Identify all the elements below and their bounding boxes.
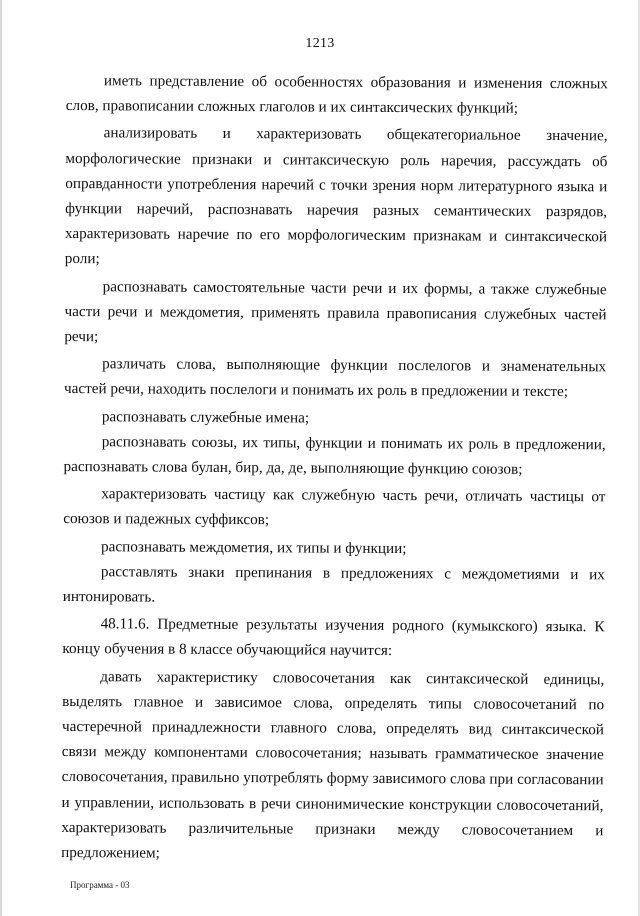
paragraph-2: анализировать и характеризовать общекатегориальное значение, морфологические признаки и синтаксическую роль наречия, рассуждать об оправданности употребления наречий с точки зрения норм литературного языка и функции наречий, распознавать наречия разных семантических разрядов, характеризовать наречие по его морфологическим признакам и синтаксической роли; (64, 124, 608, 268)
body-text (61, 68, 608, 871)
paragraph-11: давать характеристику словосочетания как синтаксической единицы, выделять главное и зависимое слова, определять типы словосочетаний по частеречной принадлежности главного слова, определять вид синтаксической связи между компонентами словосочетания; называть грамматическое значение словосочетания, правильно употреблять форму зависимого слова при согласовании и управлении, использовать в речи синонимические конструкции словосочетаний, характеризовать различительные признаки между словосочетанием и предложением; (61, 667, 605, 862)
footer-label: Программа - 03 (70, 880, 130, 890)
page-number: 1213 (305, 36, 335, 51)
paragraph-8: распознавать междометия, их типы и функции; (101, 537, 407, 557)
paragraph-1: иметь представление об особенностях образования и изменения сложных слов, правописании сложных глаголов и их синтаксических функций; (65, 72, 608, 117)
section-heading-48-11-6: 48.11.6. Предметные результаты изучения родного (кумыкского) языка. К концу обучения в 8 классе обучающийся научится: (62, 615, 605, 660)
paragraph-9: расставлять знаки препинания в предложениях с междометиями и их интонировать. (62, 563, 605, 606)
paragraph-5: распознавать служебные имена; (101, 407, 310, 427)
paragraph-7: характеризовать частицу как служебную часть речи, отличать частицы от союзов и падежных суффиксов; (63, 485, 606, 529)
scan-edge-left (0, 0, 2, 916)
paragraph-6: распознавать союзы, их типы, функции и понимать их роль в предложении, распознавать слова булан, бир, да, де, выполняющие функцию союзов; (63, 433, 606, 478)
paragraph-4: различать слова, выполняющие функции послелогов и знаменательных частей речи, находить послелоги и понимать их роль в предложении и тексте; (63, 355, 607, 401)
paragraph-3: распознавать самостоятельные части речи и их формы, а также служебные части речи и междометия, применять правила правописания служебных частей речи; (64, 277, 607, 346)
